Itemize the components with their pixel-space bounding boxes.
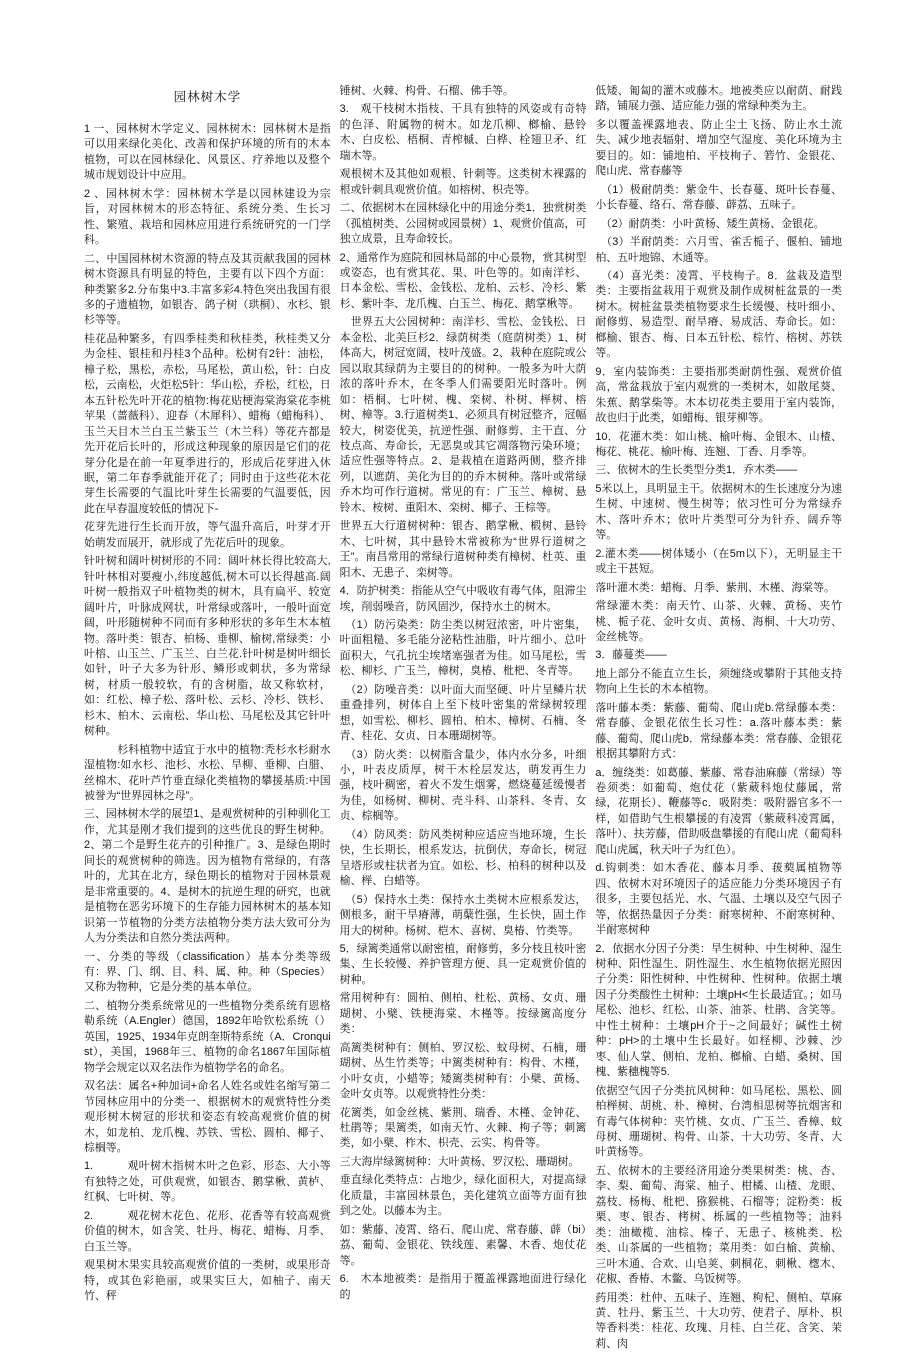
paragraph: 二、中国园林树木资源的特点及其贡献我国的园林树木资源具有明显的特色，主要有以下四个方面：种类繁多2.分布集中3.丰富多彩4.特色突出我国有很多的孑遗植物，如银杏、鸽子树（珙桐）、水杉、银杉等等。 [84,252,331,327]
paragraph: 常用树种有：圆柏、侧柏、杜松、黄杨、女贞、珊瑚树、小檗、铁梗海棠、木槿等。按绿篱高度分类： [339,992,587,1036]
paragraph: 如：紫藤、凌霄、络石、爬山虎、常春藤、薜（bi）荔、葡萄、金银花、铁线莲、素馨、木香、炮仗花等。 [339,1223,587,1267]
paragraph: 9．室内装饰类：主要指那类耐荫性强、观赏价值高，常盆栽放于室内观赏的一类树木，如散尾葵、朱蕉、鹅掌柴等。木本切花类主要用于室内装饰，故也归于此类，如蜡梅、银芽柳等。 [595,365,843,425]
paragraph: （5）保持水土类：保持水土类树木应根系发达，侧根多，耐干旱瘠薄，萌蘖性强，生长快，固土作用大的树种。杨树、桤木、喜树、臭椿、竹类等。 [339,893,587,937]
paragraph: 三、依树木的生长类型分类1．乔木类—— [595,464,798,477]
paragraph: 三大海岸绿篱树种：大叶黄杨、罗汉松、珊瑚树。 [339,1155,580,1168]
paragraph: 2. 观花树木花色、花形、花香等有较高观赏价值的树木，如含笑、牡丹、梅花、蜡梅、月季、白玉兰等。 [84,1209,331,1253]
paragraph: 依据空气因子分类抗风树种：如马尾松、黑松、圆柏榉树、胡桃、朴、樟树、台湾相思树等抗烟害和有毒气体树种：夹竹桃、女贞、广玉兰、香樟、蚊母树、珊瑚树、构骨、山茶、十大功劳、冬青、大叶黄杨等。 [595,1084,843,1159]
paragraph: 6. 木本地被类：是指用于覆盖裸露地面进行绿化的 [339,1273,587,1301]
paragraph: 观根树木及其他如观根、针刺等。这类树木裸露的根或针刺具观赏价值。如榕树、枳壳等。 [339,168,587,196]
paragraph: （1）防污染类：防尘类以树冠浓密，叶片密集，叶面粗糙、多毛能分泌粘性油脂，叶片细小、总叶面积大，气孔抗尘埃堵塞强者为佳。如马尾松，雪松、柳杉、广玉兰，樟树，臭椿、枇杷、冬青等。 [339,618,587,678]
paragraph: 双名法：属名+种加词+命名人姓名或姓名缩写第二节园林应用中的分类一、根据树木的观赏特性分类观形树木树冠的形状和姿态有较高观赏价值的树木，如龙柏、龙爪槐、苏铁、雪松、圆柏、椰子、棕榈等。 [84,1080,331,1154]
paragraph: 落叶藤本类：紫藤、葡萄、爬山虎b.常绿藤本类：常春藤、金银花依生长习性：a.落叶藤本类：紫藤、葡萄、爬山虎b．常绿藤本类：常春藤、金银花根据其攀附方式： [595,701,843,761]
paragraph: 三、园林树木学的展望1、是观赏树种的引种驯化工作，尤其是刚才我们提到的这些优良的野生树种。2、第二个是野生花卉的引种推广。3、是绿色期时间长的观赏树种的筛选。因为植物有常绿的，有落叶的，尤其在北方，绿色期长的植物对于园林景观是非常重要的。4、是树木的抗逆生理的研究，也就是植物在恶劣环境下的生存能力园林树木的基本知识第一节植物的分类方法植物分类方法大致可分为人为分类法和自然分类法两种。 [84,808,331,945]
paragraph: 2、通常作为庭院和园林局部的中心景物，赏其树型或姿态，也有赏其花、果、叶色等的。如南洋杉、日本金松、雪松、金钱松、龙柏、云杉、冷杉、紫杉、紫叶李、龙爪槐、白玉兰、梅花、鹅掌楸等。 [339,251,587,310]
paragraph: 观果树木果实具较高观赏价值的一类树，或果形奇特，或其色彩艳丽，或果实巨大，如柚子、南天竹、秤 [84,1259,331,1303]
paragraph: （3）半耐荫类：六月雪、雀舌栀子、偃柏、铺地柏、五叶地锦、木通等。 [595,236,843,264]
paragraph: （4）喜光类：凌霄、平枝栒子。8．盆栽及造型类：主要指盆栽用于观赏及制作成树桩盆景的一类树木。树桩盆景类植物要求生长缓慢、枝叶细小、耐修剪、易造型、耐旱瘠、易成活、寿命长。如：榔榆、银杏、梅、日本五针松、棕竹、榕树、苏铁等。 [595,269,843,360]
paragraph: 2.灌木类——树体矮小（在5m以下），无明显主干或主干甚短。 [595,547,843,576]
paragraph: 花篱类，如金丝桃、紫荆、瑞香、木槿、金钟花、杜鹃等；果篱类，如南天竹、火棘、枸子等；刺篱类，如小檗、柞木、枳壳、云实、构骨等。 [339,1106,587,1150]
column-1-paragraphs [84,122,331,1305]
column-2-paragraphs [340,84,587,1303]
paragraph: （3）防火类：以树脂含量少，体内水分多，叶细小，叶表皮质厚，树干木栓层发达，萌发再生力强，枝叶稠密，着火不发生烟雾，燃烧蔓延缓慢者为佳，如杨树、柳树、壳斗科、山茶科、冬青、女贞、棕榈等。 [339,748,587,823]
paragraph: 多以覆盖裸露地表、防止尘土飞扬、防止水土流失、减少地表辐射、增加空气湿度、美化环境为主要目的。如：铺地柏、平枝栒子、箬竹、金银花、爬山虎、常春藤等 [595,118,843,178]
paragraph: 世界五大公园树种：南洋杉、雪松、金钱松、日本金松、北美巨杉2．绿荫树类（庭荫树类）1、树体高大，树冠宽阔，枝叶茂盛。2、栽种在庭院或公园以取其绿荫为主要目的的树种。一般多为叶大荫浓的落叶乔木，在冬季人们需要阳光时落叶。例如：梧桐、七叶树、槐、栾树、朴树、榉树、榕树、樟等。3.行道树类1、必须具有树冠整齐，冠幅较大，树姿优美，抗逆性强、耐修剪、主干直、分枝点高、寿命长，无恶臭或其它凋落物污染环境；适应性强等特点。2、是栽植在道路两侧，整齐排列，以遮荫、美化为目的的乔木树种。落叶或常绿乔木均可作行道树。常见的有：广玉兰、樟树、悬铃木、桉树、重阳木、栾树、椰子、王棕等。 [339,316,587,514]
paragraph: （2）耐荫类：小叶黄杨、矮生黄杨、金银花。 [595,217,825,230]
paragraph: 4．防护树类：指能从空气中吸收有毒气体，阻滞尘埃，削弱噪音，防风固沙，保持水土的树木。 [339,585,587,613]
paragraph: 五、依树木的主要经济用途分类果树类：桃、杏、李、梨、葡萄、海棠、柚子、柑橘、山楂、龙眼、荔枝、杨梅、枇杷、猕猴桃、石榴等；淀粉类：板栗、枣、银杏、栲树、栎属的一些植物等；油料类：油橄榄、油棕、榛子、无患子、核桃类、松类、山茶属的一些植物；菜用类：如白榆、黄榆、三叶木通、合欢、山皂荚、刺桐花、刺楸、楤木、花椒、香椿、木鳖、乌饭树等。 [595,1164,843,1286]
paragraph: 药用类：杜仲、五味子、连翘、枸杞、侧柏、草麻黄、牡丹、紫玉兰、十大功劳、使君子、厚朴、枳等香料类：桂花、玫瑰、月桂、白兰花、含笑、茉莉、肉 [595,1291,843,1350]
column-3 [595,84,842,1355]
paragraph: 杉科植物中适宜于水中的植物:秃杉水杉耐水湿植物:如水杉、池杉、水松、旱柳、垂柳、白腊、丝棉木、花叶芦竹垂直绿化类植物的攀援基质:中国被誉为“世界园林之母”。 [84,743,331,803]
paragraph: 2．依据水分因子分类：旱生树种、中生树种、湿生树种、阳性湿生、阴性湿生、水生植物依据光照因子分类：阳性树种、中性树种、性树种。依据土壤因子分类酸性土树种：土壤pH<生长最适宜。；如马尾松、池杉、红松、山茶、油茶、杜鹃、含笑等。中性土树种：土壤pH介于~之间最好；碱性土树种：pH>的土壤中生长最好。如柽柳、沙棘、沙枣、仙人掌、侧柏、龙柏、榔榆、白蜡、桑树、国槐、紫穗槐等5. [595,942,843,1079]
paragraph: 一、分类的等级（classification）基本分类等级有：界、门、纲、目、科、属、种。种（Species）又称为物种，它是分类的基本单位。 [84,950,331,994]
paragraph: （1）极耐荫类：紫金牛、长春蔓、斑叶长春蔓、小长春蔓、络石、常春藤、薜荔、五味子。 [595,183,843,212]
document-sheet [84,84,842,1355]
paragraph: 锤树、火棘、构骨、石榴、佛手等。 [339,85,514,97]
paragraph: 高篱类树种有：侧柏、罗汉松、蚊母树、石楠，珊瑚树、丛生竹类等；中篱类树种有：构骨、木槿，小叶女贞，小蜡等；矮篱类树种有：小檗、黄杨、金叶女贞等。以观赏特性分类： [339,1041,587,1101]
paragraph: 5米以上，具明显主干。依据树木的生长速度分为速生树、中速树、慢生树等；依习性可分为常绿乔木、落叶乔木；依叶片类型可分为针乔、阔乔等等。 [595,482,843,542]
paragraph: 5．绿篱类通常以耐密植，耐修剪，多分枝且枝叶密集、生长较慢、养护管理方便、具一定观赏价值的树种。 [339,943,587,986]
paragraph: 10．花灌木类：如山桃、榆叶梅、金银木、山楂、梅花、桃花、榆叶梅、连翘、丁香、月季等。 [595,430,843,458]
paragraph: 针叶树和阔叶树树形的不同：阔叶林长得比较高大,针叶林相对要瘦小,纬度越低,树木可以长得越高.阔叶树一般指双子叶植物类的树木，具有扁平、较宽阔叶片，叶脉成网状，叶常绿或落叶，一般叶面宽阔，叶形随树种不同而有多种形状的多年生木本植物。落叶类：银杏、柏杨、垂柳、榆树,常绿类：小叶榕、山玉兰、广玉兰、白兰花.针叶树是树叶细长如针，叶子大多为针形、鳞形或刺状，多为常绿树，材质一般较软，有的含树脂，故又称软材，如：红松、樟子松、落叶松、云杉、冷杉、铁杉、杉木、柏木、云南松、华山松、马尾松及其它针叶树种。 [84,555,331,738]
document-title: 园林树木学 [173,90,242,104]
paragraph: 1 一、园林树木学定义、园林树木：园林树木是指可以用来绿化美化、改善和保护环境的所有的木本植物，可以在园林绿化、风景区、疗养地以及整个城市规划设计中应用。 [84,123,331,182]
paragraph: 3. 观干枝树木指枝、干具有独特的风姿或有奇特的色泽、附属物的树木。如龙爪柳、榔榆、悬铃木、白皮松、梧桐、青榨槭、白桦、栓翅卫矛、红瑞木等。 [339,103,587,162]
paragraph: 垂直绿化类特点：占地少，绿化面积大，对提高绿化质量，丰富园林景色，美化建筑立面等方面有独到之处。以藤本为主。 [339,1174,587,1218]
paragraph: 3．藤蔓类—— [595,649,667,662]
paragraph: 1. 观叶树木指树木叶之色彩、形态、大小等有独特之处，可供观赏，如银杏、鹅掌楸、黄栌、红枫、七叶树、等。 [84,1160,331,1204]
paragraph: 桂花品种繁多，有四季桂类和秋桂类，秋桂类又分为金桂、银桂和丹桂3个品种。松树有2针：油松，樟子松，黑松，赤松，马尾松，黄山松，针：白皮松，云南松，火炬松5针：华山松，乔松，红松，日本五针松先叶开花的植物:梅花贴梗海棠海棠花李桃苹果（蔷薇科）、迎春（木犀科）、蜡梅（蜡梅科）、玉兰天目木兰白玉兰紫玉兰（木兰科）等花卉都是先开花后长叶的，形成这种现象的原因是它们的花芽分化是在前一年夏季进行的，形成后花芽进入休眠，第二年春季就能开花了；同时由于这些花木花芽生长需要的气温比叶芽生长需要的气温要低，因此在早春温度较低的情况下- [84,332,331,515]
paragraph: 2 、园林树木学：园林树木学是以园林建设为宗旨，对园林树木的形态特征、系统分类、生长习性、繁殖、栽培和园林应用进行系统研究的一门学科。 [84,187,331,247]
paragraph: 二、依据树木在园林绿化中的用途分类1．独赏树类（孤植树类、公园树或园景树）1、观赏价值高，可独立成景，且寿命较长。 [339,202,587,246]
column-2 [340,84,587,1355]
paragraph: 常绿灌木类：南天竹、山茶、火棘、黄杨、夹竹桃、栀子花、金叶女贞、黄杨、海桐、十大功劳、金丝桃等。 [595,600,843,643]
paragraph: 落叶灌木类：蜡梅、月季、紫荆、木槿、海棠等。 [595,581,835,594]
paragraph: 低矮、匍匐的灌木或藤木。地被类应以耐荫、耐践踏，铺展力强、适应能力强的常绿种类为主。 [595,85,843,113]
paragraph: d.钩刺类：如木香花、藤本月季、菝葜属植物等四、依树木对环境因子的适应能力分类环境因子有很多，主要包括光、水、气温、土壤以及空气因子等，依据热量因子分类：耐寒树种、不耐寒树种、半耐寒树种 [595,862,843,937]
paragraph: 花芽先进行生长而开放，等气温升高后，叶芽才开始萌发而展开，就形成了先花后叶的现象。 [84,521,331,549]
column-1 [84,84,331,1355]
column-3-paragraphs [595,84,842,1352]
paragraph: 地上部分不能直立生长，须缠绕或攀附于其他支持物向上生长的木本植物。 [595,667,843,696]
paragraph: （2）防噪音类：以叶面大而坚硬、叶片呈鳞片状重叠排列，树体自上至下枝叶密集的常绿树较理想，如雪松、柳杉、圆柏、柏木、樟树、石楠、冬青、桂花、女贞、日本珊瑚树等。 [339,683,587,743]
paragraph: （4）防风类：防风类树种应适应当地环境，生长快，生长期长，根系发达，抗倒伏，寿命长，树冠呈塔形或柱状者为宜。如松、杉、柏科的树种以及榆、榉、白蜡等。 [339,828,587,888]
paragraph: 世界五大行道树树种：银杏、鹅掌楸、椴树、悬铃木、七叶树，其中悬铃木常被称为“世界行道树之王”。南昌常用的常绿行道树种类有樟树、杜英、重阳木、无患子、栾树等。 [339,520,587,579]
paragraph: 二、植物分类系统常见的一些植物分类系统有恩格勒系统（A.Engler）德国，1892年哈钦松系统（）英国，1925、1934年克朗奎斯特系统（A．Cronquist），美国，1968年三、植物的命名1867年国际植物学会规定以双名法作为植物学名的命名。 [84,999,331,1074]
paragraph: a．缠绕类：如葛藤、紫藤、常春油麻藤（常绿）等卷须类：如葡萄、炮仗花（紫葳科炮仗藤属，常绿，花期长）、鞭藤等c．吸附类：吸附器官多不一样，如借助气生根攀援的有凌霄（紫葳科凌霄属，落叶）、扶芳藤，借助吸盘攀援的有爬山虎（葡萄科爬山虎属，秋天叶子为红色）。 [595,766,843,856]
